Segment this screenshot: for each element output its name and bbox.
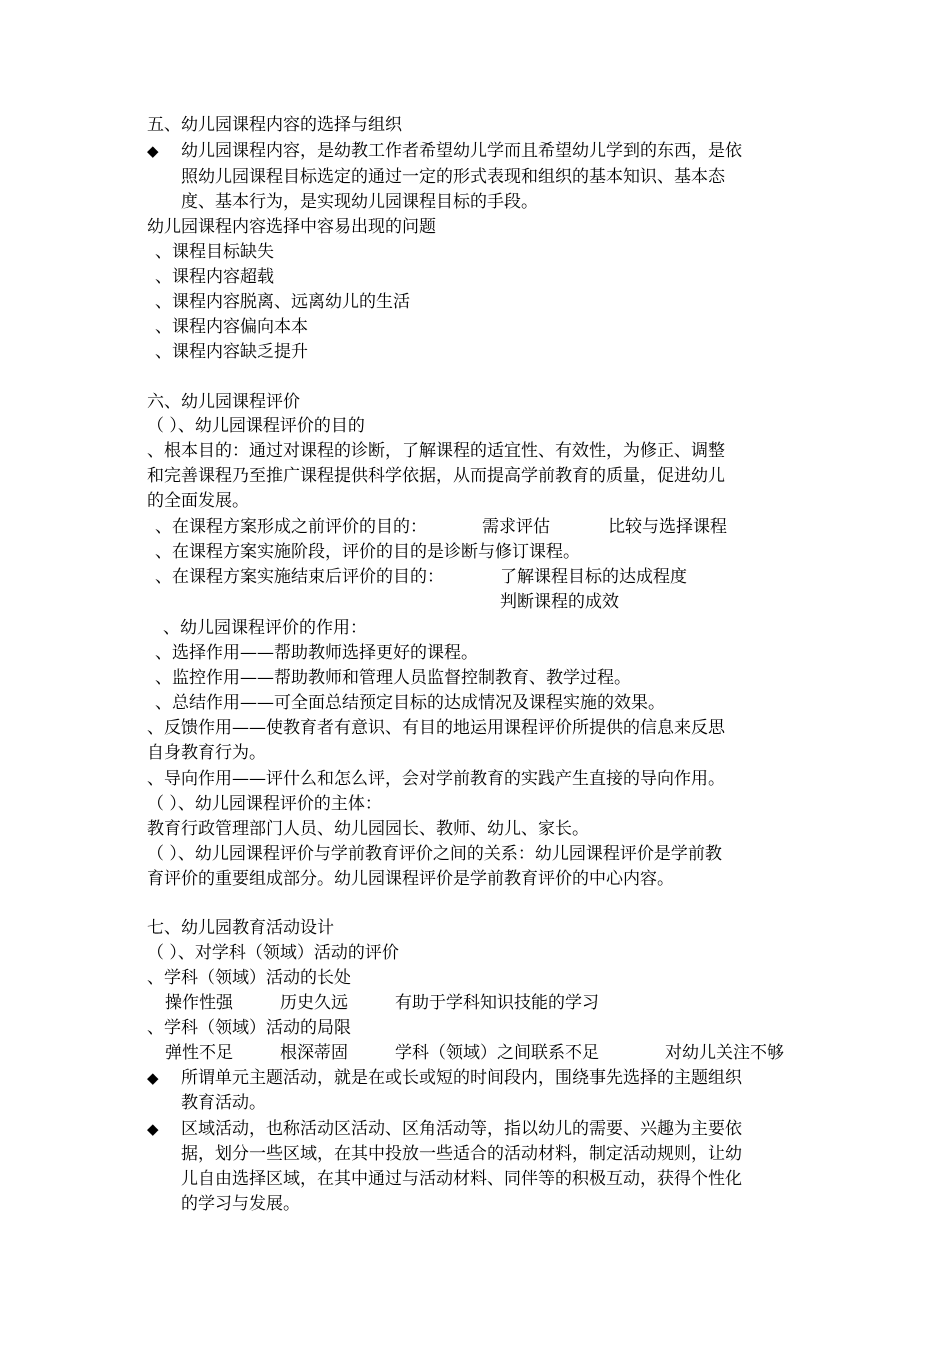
section-5-subheading: 幼儿园课程内容选择中容易出现的问题: [147, 217, 436, 237]
role-monitor: 、监控作用——帮助教师和管理人员监督控制教育、教学过程。: [155, 668, 631, 688]
root-purpose-line-3: 的全面发展。: [147, 491, 249, 511]
relation-line-1: （ ）、幼儿园课程评价与学前教育评价之间的关系：幼儿园课程评价是学前教: [147, 844, 722, 864]
evaluation-subject-heading: （ ）、幼儿园课程评价的主体：: [147, 794, 382, 814]
limit-4: 对幼儿关注不够: [665, 1043, 784, 1063]
during-plan-purpose: 、在课程方案实施阶段，评价的目的是诊断与修订课程。: [155, 542, 580, 562]
bullet-3-line-1: 区域活动，也称活动区活动、区角活动等，指以幼儿的需要、兴趣为主要依: [181, 1119, 742, 1139]
before-plan-purpose: [155, 515, 427, 539]
problem-item-1: 、课程目标缺失: [155, 242, 274, 262]
bullet-1-line-2: 照幼儿园课程目标选定的通过一定的形式表现和组织的基本知识、基本态: [181, 167, 725, 187]
evaluation-purpose-heading: （ ）、幼儿园课程评价的目的: [147, 416, 365, 436]
evaluation-roles-heading: 、幼儿园课程评价的作用：: [163, 618, 367, 638]
section-6-heading: 六、幼儿园课程评价: [147, 392, 300, 412]
bullet-2-line-1: 所谓单元主题活动，就是在或长或短的时间段内，围绕事先选择的主题组织: [181, 1068, 742, 1088]
role-summary: 、总结作用——可全面总结预定目标的达成情况及课程实施的效果。: [155, 693, 665, 713]
strength-3: 有助于学科知识技能的学习: [395, 993, 599, 1013]
after-plan-label: 、在课程方案实施结束后评价的目的：: [155, 567, 444, 587]
bullet-2-line-2: 教育活动。: [181, 1093, 266, 1113]
section-7-heading: 七、幼儿园教育活动设计: [147, 918, 334, 938]
subject-activity-strengths: 、学科（领域）活动的长处: [147, 968, 351, 988]
relation-line-2: 育评价的重要组成部分。幼儿园课程评价是学前教育评价的中心内容。: [147, 869, 674, 889]
limit-3: 学科（领域）之间联系不足: [395, 1043, 599, 1063]
root-purpose-line-2: 和完善课程乃至推广课程提供科学依据，从而提高学前教育的质量，促进幼儿: [147, 466, 725, 486]
role-guide: 、导向作用——评什么和怎么评，会对学前教育的实践产生直接的导向作用。: [147, 769, 725, 789]
strength-1: 操作性强: [165, 993, 233, 1013]
role-feedback-line-1: 、反馈作用——使教育者有意识、有目的地运用课程评价所提供的信息来反思: [147, 718, 725, 738]
strength-2: 历史久远: [280, 993, 348, 1013]
limit-2: 根深蒂固: [280, 1043, 348, 1063]
needs-assessment: 需求评估: [482, 517, 550, 537]
problem-item-2: 、课程内容超载: [155, 267, 274, 287]
bullet-3-line-3: 儿自由选择区域，在其中通过与活动材料、同伴等的积极互动，获得个性化: [181, 1169, 742, 1189]
bullet-3-line-2: 据，划分一些区域，在其中投放一些适合的活动材料，制定活动规则，让幼: [181, 1144, 742, 1164]
subject-activity-limits: 、学科（领域）活动的局限: [147, 1018, 351, 1038]
compare-select-course: 比较与选择课程: [608, 517, 727, 537]
after-plan-b: 判断课程的成效: [500, 592, 619, 612]
problem-item-3: 、课程内容脱离、远离幼儿的生活: [155, 292, 410, 312]
role-feedback-line-2: 自身教育行为。: [147, 743, 266, 763]
subject-activity-evaluation: （ ）、对学科（领域）活动的评价: [147, 943, 399, 963]
bullet-3-line-4: 的学习与发展。: [181, 1194, 300, 1214]
after-plan-a: 了解课程目标的达成程度: [500, 567, 687, 587]
section-5-heading: 五、幼儿园课程内容的选择与组织: [147, 115, 402, 135]
evaluation-subjects: 教育行政管理部门人员、幼儿园园长、教师、幼儿、家长。: [147, 819, 589, 839]
diamond-bullet-icon: ◆: [147, 1069, 159, 1087]
before-plan-label: 、在课程方案形成之前评价的目的：: [155, 517, 427, 537]
limit-1: 弹性不足: [165, 1043, 233, 1063]
problem-item-5: 、课程内容缺乏提升: [155, 342, 308, 362]
bullet-1-line-3: 度、基本行为，是实现幼儿园课程目标的手段。: [181, 192, 538, 212]
role-select: 、选择作用——帮助教师选择更好的课程。: [155, 643, 478, 663]
problem-item-4: 、课程内容偏向本本: [155, 317, 308, 337]
diamond-bullet-icon: ◆: [147, 1120, 159, 1138]
diamond-bullet-icon: ◆: [147, 142, 159, 160]
root-purpose-line-1: 、根本目的：通过对课程的诊断，了解课程的适宜性、有效性，为修正、调整: [147, 441, 725, 461]
bullet-1-line-1: 幼儿园课程内容，是幼教工作者希望幼儿学而且希望幼儿学到的东西，是依: [181, 141, 742, 161]
